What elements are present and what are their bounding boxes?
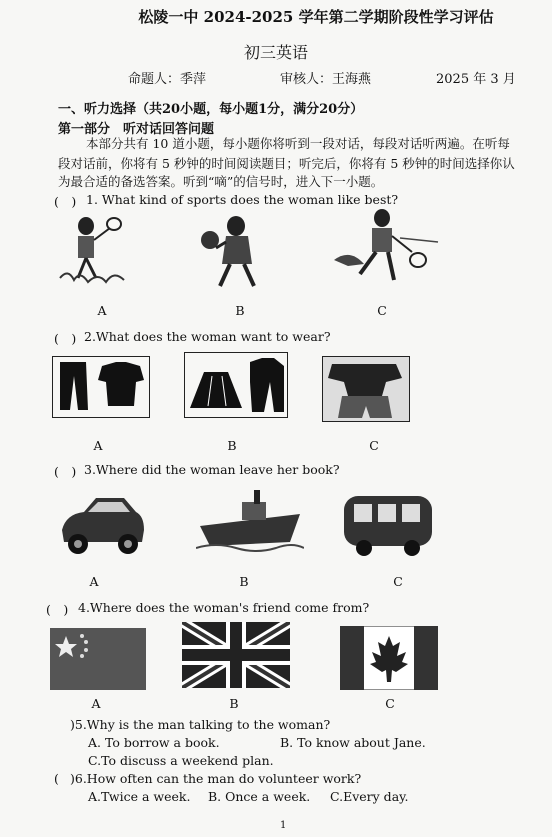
q2-label-c: C xyxy=(369,438,379,453)
q5-option-b: B. To know about Jane. xyxy=(280,735,426,750)
jacket-and-shorts-image xyxy=(322,356,410,422)
skirt-and-jacket-image xyxy=(184,352,288,418)
part-heading: 第一部分 听对话回答问题 xyxy=(58,122,215,137)
q5-option-a: A. To borrow a book. xyxy=(88,735,220,750)
volleyball-girl-image xyxy=(198,212,266,292)
q4-label-b: B xyxy=(229,696,239,711)
china-flag-image xyxy=(50,628,146,690)
q3-label-b: B xyxy=(239,574,249,589)
q3-label-a: A xyxy=(89,574,99,589)
q6-paren: ( xyxy=(54,771,59,786)
badminton-player-image xyxy=(330,208,440,290)
q6-option-a: A.Twice a week. xyxy=(88,789,191,804)
car-image xyxy=(56,490,146,560)
tennis-girl-image xyxy=(58,214,128,288)
subject-title: 初三英语 xyxy=(243,43,308,62)
ship-image xyxy=(196,486,304,556)
q5-text: )5.Why is the man talking to the woman? xyxy=(70,717,331,732)
q4-label-c: C xyxy=(385,696,395,711)
q6-text: )6.How often can the man do volunteer work? xyxy=(70,771,362,786)
bus-image xyxy=(338,490,438,560)
pants-and-tshirt-image xyxy=(52,356,150,418)
page-number: 1 xyxy=(280,820,287,831)
date-label: 2025 年 3 月 xyxy=(436,72,516,87)
instruction-line-2: 段对话前，你将有 5 秒钟的时间阅读题目；听完后，你将有 5 秒钟的时间选择你认 xyxy=(58,156,515,171)
q3-paren: ( ) xyxy=(54,464,77,479)
author-label: 命题人：季萍 xyxy=(128,72,207,87)
section-heading: 一、听力选择（共20小题，每小题1分，满分20分） xyxy=(58,102,364,117)
q3-label-c: C xyxy=(393,574,403,589)
q6-option-b: B. Once a week. xyxy=(208,789,311,804)
q2-text: 2.What does the woman want to wear? xyxy=(84,329,331,344)
instruction-line-3: 为最合适的备选答案。听到“嘀”的信号时，进入下一小题。 xyxy=(58,174,384,189)
instruction-line-1: 本部分共有 10 道小题，每小题你将听到一段对话，每段对话听两遍。在听每 xyxy=(86,136,510,151)
q1-label-b: B xyxy=(235,303,245,318)
q4-paren: ( ) xyxy=(46,602,69,617)
q4-text: 4.Where does the woman's friend come from? xyxy=(78,600,370,615)
q1-label-c: C xyxy=(377,303,387,318)
q5-option-c: C.To discuss a weekend plan. xyxy=(88,753,274,768)
q2-label-a: A xyxy=(93,438,103,453)
q6-option-c: C.Every day. xyxy=(330,789,409,804)
q2-label-b: B xyxy=(227,438,237,453)
q1-text: 1. What kind of sports does the woman like best? xyxy=(86,192,399,207)
q4-label-a: A xyxy=(91,696,101,711)
q1-paren: ( ) xyxy=(54,194,77,209)
q1-label-a: A xyxy=(97,303,107,318)
reviewer-label: 审核人：王海燕 xyxy=(280,72,372,87)
q2-paren: ( ) xyxy=(54,331,77,346)
q3-text: 3.Where did the woman leave her book? xyxy=(84,462,340,477)
uk-flag-image xyxy=(182,622,290,688)
canada-flag-image xyxy=(340,626,438,690)
exam-title: 松陵一中 2024-2025 学年第二学期阶段性学习评估 xyxy=(138,8,494,26)
